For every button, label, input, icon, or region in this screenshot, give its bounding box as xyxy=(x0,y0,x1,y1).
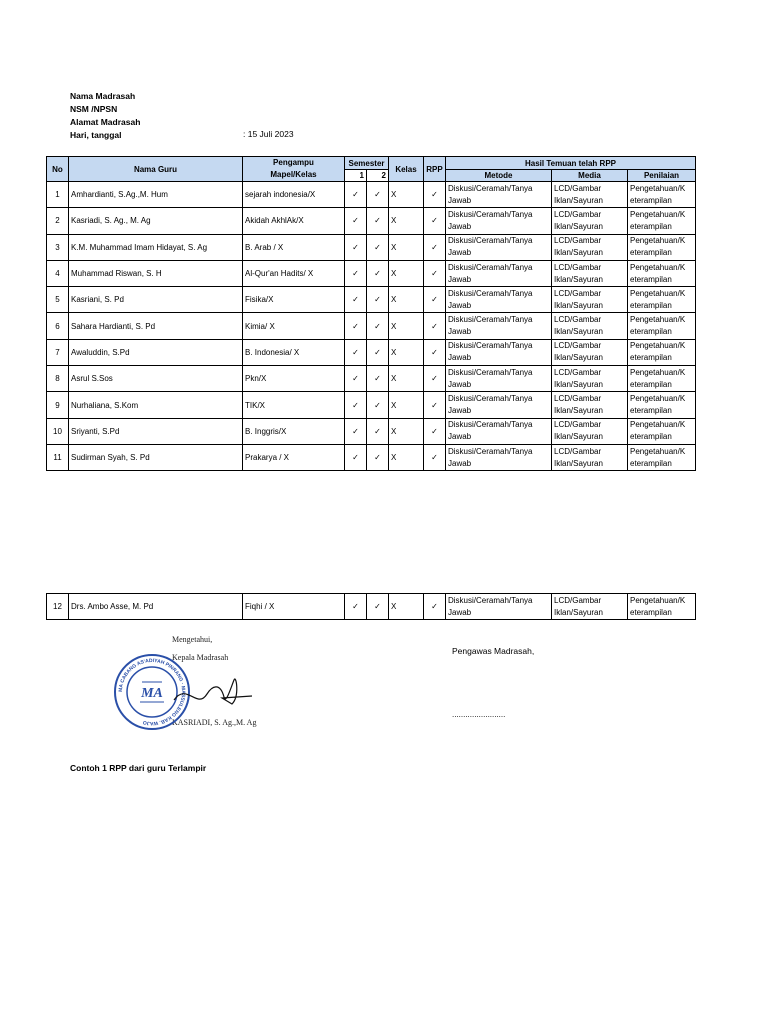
teacher-name: Drs. Ambo Asse, M. Pd xyxy=(69,594,243,620)
penilaian-cell-line1: Pengetahuan/K xyxy=(630,262,686,272)
media-cell xyxy=(552,444,628,470)
row-number: 2 xyxy=(47,208,69,234)
media-cell xyxy=(552,234,628,260)
row-number: 6 xyxy=(47,313,69,339)
media-cell-line1: LCD/Gambar xyxy=(554,446,602,456)
subject-class: sejarah indonesia/X xyxy=(243,182,345,208)
media-cell-line2: Iklan/Sayuran xyxy=(554,248,603,258)
table-body xyxy=(47,182,696,471)
media-cell xyxy=(552,392,628,418)
metode-cell-line1: Diskusi/Ceramah/Tanya xyxy=(448,315,533,325)
metode-cell xyxy=(446,182,552,208)
media-cell-line1: LCD/Gambar xyxy=(554,420,602,430)
metode-cell xyxy=(446,313,552,339)
semester1-check: ✓ xyxy=(345,339,367,365)
row-number: 4 xyxy=(47,260,69,286)
metode-cell xyxy=(446,444,552,470)
subject-class: B. Arab / X xyxy=(243,234,345,260)
subject-class: B. Inggris/X xyxy=(243,418,345,444)
kepala-name: KASRIADI, S. Ag.,M. Ag xyxy=(172,718,257,727)
subject-class: Kimia/ X xyxy=(243,313,345,339)
media-cell-line1: LCD/Gambar xyxy=(554,315,602,325)
metode-cell-line1: Diskusi/Ceramah/Tanya xyxy=(448,288,533,298)
metode-cell-line2: Jawab xyxy=(448,432,472,442)
media-cell-line1: LCD/Gambar xyxy=(554,394,602,404)
nsm-label: NSM /NPSN xyxy=(70,104,118,114)
kelas-value: X xyxy=(389,208,424,234)
header-rpp: RPP xyxy=(424,157,446,182)
table-row xyxy=(47,208,696,234)
semester2-check: ✓ xyxy=(367,313,389,339)
header-hasil-temuan: Hasil Temuan telah RPP xyxy=(446,157,696,170)
kelas-value: X xyxy=(389,444,424,470)
media-cell-line1: LCD/Gambar xyxy=(554,236,602,246)
media-cell-line1: LCD/Gambar xyxy=(554,183,602,193)
teacher-name: Amhardianti, S.Ag.,M. Hum xyxy=(69,182,243,208)
metode-cell-line1: Diskusi/Ceramah/Tanya xyxy=(448,209,533,219)
media-cell xyxy=(552,208,628,234)
penilaian-cell-line2: eterampilan xyxy=(630,300,672,310)
penilaian-cell-line2: eterampilan xyxy=(630,353,672,363)
row-number: 11 xyxy=(47,444,69,470)
semester1-check: ✓ xyxy=(345,444,367,470)
subject-class: Akidah AkhlAk/X xyxy=(243,208,345,234)
semester2-check: ✓ xyxy=(367,260,389,286)
metode-cell-line2: Jawab xyxy=(448,248,472,258)
penilaian-cell xyxy=(628,182,696,208)
row-number: 1 xyxy=(47,182,69,208)
metode-cell-line2: Jawab xyxy=(448,221,472,231)
metode-cell xyxy=(446,234,552,260)
row-number: 9 xyxy=(47,392,69,418)
penilaian-cell-line2: eterampilan xyxy=(630,607,672,617)
subject-class: B. Indonesia/ X xyxy=(243,339,345,365)
table-row xyxy=(47,339,696,365)
semester2-check: ✓ xyxy=(367,234,389,260)
teacher-name: Kasriani, S. Pd xyxy=(69,287,243,313)
subject-class: Fiqhi / X xyxy=(243,594,345,620)
media-cell-line1: LCD/Gambar xyxy=(554,288,602,298)
header-nama-guru: Nama Guru xyxy=(69,157,243,182)
teacher-name: Muhammad Riswan, S. H xyxy=(69,260,243,286)
metode-cell-line1: Diskusi/Ceramah/Tanya xyxy=(448,420,533,430)
penilaian-cell-line1: Pengetahuan/K xyxy=(630,288,686,298)
media-cell xyxy=(552,313,628,339)
teacher-name: Sudirman Syah, S. Pd xyxy=(69,444,243,470)
rpp-check: ✓ xyxy=(424,234,446,260)
teacher-name: K.M. Muhammad Imam Hidayat, S. Ag xyxy=(69,234,243,260)
penilaian-cell xyxy=(628,234,696,260)
subject-class: TIK/X xyxy=(243,392,345,418)
penilaian-cell xyxy=(628,366,696,392)
semester1-check: ✓ xyxy=(345,260,367,286)
kelas-value: X xyxy=(389,313,424,339)
penilaian-cell xyxy=(628,260,696,286)
hari-tanggal-label: Hari, tanggal xyxy=(70,130,122,140)
media-cell xyxy=(552,260,628,286)
penilaian-cell-line2: eterampilan xyxy=(630,432,672,442)
rpp-check: ✓ xyxy=(424,444,446,470)
media-cell xyxy=(552,287,628,313)
table-row xyxy=(47,594,696,620)
nama-madrasah-label: Nama Madrasah xyxy=(70,91,136,101)
media-cell-line2: Iklan/Sayuran xyxy=(554,406,603,416)
penilaian-cell-line1: Pengetahuan/K xyxy=(630,595,686,605)
media-cell xyxy=(552,418,628,444)
kelas-value: X xyxy=(389,418,424,444)
penilaian-cell-line2: eterampilan xyxy=(630,274,672,284)
semester1-check: ✓ xyxy=(345,287,367,313)
metode-cell-line1: Diskusi/Ceramah/Tanya xyxy=(448,595,533,605)
rpp-check: ✓ xyxy=(424,366,446,392)
penilaian-cell xyxy=(628,208,696,234)
media-cell xyxy=(552,339,628,365)
table-row xyxy=(47,287,696,313)
semester2-check: ✓ xyxy=(367,594,389,620)
penilaian-cell-line2: eterampilan xyxy=(630,195,672,205)
teacher-name: Awaluddin, S.Pd xyxy=(69,339,243,365)
media-cell xyxy=(552,594,628,620)
penilaian-cell-line1: Pengetahuan/K xyxy=(630,183,686,193)
penilaian-cell-line1: Pengetahuan/K xyxy=(630,315,686,325)
metode-cell-line1: Diskusi/Ceramah/Tanya xyxy=(448,394,533,404)
stamp-ring-text: MA CABANG AS'ADIYAH PINRANG · MASSULENG KAB. WAJO xyxy=(117,657,187,727)
teacher-name: Sriyanti, S.Pd xyxy=(69,418,243,444)
semester1-check: ✓ xyxy=(345,392,367,418)
media-cell-line2: Iklan/Sayuran xyxy=(554,274,603,284)
metode-cell-line1: Diskusi/Ceramah/Tanya xyxy=(448,262,533,272)
metode-cell-line2: Jawab xyxy=(448,379,472,389)
metode-cell-line1: Diskusi/Ceramah/Tanya xyxy=(448,341,533,351)
header-media: Media xyxy=(552,170,628,182)
supervision-table-continued xyxy=(46,593,696,620)
alamat-label: Alamat Madrasah xyxy=(70,117,141,127)
penilaian-cell xyxy=(628,313,696,339)
subject-class: Prakarya / X xyxy=(243,444,345,470)
semester1-check: ✓ xyxy=(345,313,367,339)
header-kelas: Kelas xyxy=(389,157,424,182)
table-row xyxy=(47,234,696,260)
semester1-check: ✓ xyxy=(345,208,367,234)
rpp-check: ✓ xyxy=(424,208,446,234)
penilaian-cell-line1: Pengetahuan/K xyxy=(630,394,686,404)
header-block xyxy=(70,90,140,142)
row-number: 3 xyxy=(47,234,69,260)
pengawas-label: Pengawas Madrasah, xyxy=(452,646,535,656)
table-row xyxy=(47,392,696,418)
metode-cell-line2: Jawab xyxy=(448,300,472,310)
media-cell-line2: Iklan/Sayuran xyxy=(554,379,603,389)
penilaian-cell-line1: Pengetahuan/K xyxy=(630,446,686,456)
media-cell-line2: Iklan/Sayuran xyxy=(554,607,603,617)
kelas-value: X xyxy=(389,594,424,620)
header-no: No xyxy=(47,157,69,182)
teacher-name: Asrul S.Sos xyxy=(69,366,243,392)
rpp-check: ✓ xyxy=(424,287,446,313)
semester2-check: ✓ xyxy=(367,444,389,470)
penilaian-cell-line2: eterampilan xyxy=(630,458,672,468)
semester2-check: ✓ xyxy=(367,208,389,234)
penilaian-cell-line2: eterampilan xyxy=(630,248,672,258)
kelas-value: X xyxy=(389,392,424,418)
metode-cell-line1: Diskusi/Ceramah/Tanya xyxy=(448,446,533,456)
penilaian-cell-line2: eterampilan xyxy=(630,327,672,337)
row-number: 12 xyxy=(47,594,69,620)
supervision-table xyxy=(46,156,696,471)
semester2-check: ✓ xyxy=(367,287,389,313)
media-cell-line1: LCD/Gambar xyxy=(554,209,602,219)
media-cell xyxy=(552,182,628,208)
penilaian-cell-line2: eterampilan xyxy=(630,221,672,231)
header-penilaian: Penilaian xyxy=(628,170,696,182)
subject-class: Al-Qur'an Hadits/ X xyxy=(243,260,345,286)
media-cell-line1: LCD/Gambar xyxy=(554,262,602,272)
row-number: 8 xyxy=(47,366,69,392)
subject-class: Pkn/X xyxy=(243,366,345,392)
metode-cell xyxy=(446,260,552,286)
media-cell-line2: Iklan/Sayuran xyxy=(554,458,603,468)
kelas-value: X xyxy=(389,260,424,286)
kelas-value: X xyxy=(389,287,424,313)
rpp-check: ✓ xyxy=(424,260,446,286)
metode-cell-line1: Diskusi/Ceramah/Tanya xyxy=(448,236,533,246)
semester1-check: ✓ xyxy=(345,182,367,208)
rpp-check: ✓ xyxy=(424,182,446,208)
kelas-value: X xyxy=(389,182,424,208)
penilaian-cell-line1: Pengetahuan/K xyxy=(630,236,686,246)
penilaian-cell xyxy=(628,339,696,365)
table-row xyxy=(47,418,696,444)
penilaian-cell-line1: Pengetahuan/K xyxy=(630,367,686,377)
media-cell-line2: Iklan/Sayuran xyxy=(554,327,603,337)
media-cell-line2: Iklan/Sayuran xyxy=(554,221,603,231)
semester1-check: ✓ xyxy=(345,366,367,392)
penilaian-cell xyxy=(628,594,696,620)
metode-cell-line2: Jawab xyxy=(448,274,472,284)
media-cell-line1: LCD/Gambar xyxy=(554,341,602,351)
table-row xyxy=(47,444,696,470)
kelas-value: X xyxy=(389,339,424,365)
pengawas-signature-line: ........................ xyxy=(452,710,506,719)
semester1-check: ✓ xyxy=(345,234,367,260)
media-cell-line2: Iklan/Sayuran xyxy=(554,432,603,442)
header-pengampu xyxy=(243,157,345,182)
rpp-check: ✓ xyxy=(424,313,446,339)
semester2-check: ✓ xyxy=(367,366,389,392)
mengetahui-label: Mengetahui, xyxy=(172,635,213,644)
teacher-name: Nurhaliana, S.Kom xyxy=(69,392,243,418)
rpp-check: ✓ xyxy=(424,418,446,444)
teacher-name: Kasriadi, S. Ag., M. Ag xyxy=(69,208,243,234)
header-pengampu-line2: Mapel/Kelas xyxy=(270,170,317,179)
media-cell-line2: Iklan/Sayuran xyxy=(554,300,603,310)
penilaian-cell-line1: Pengetahuan/K xyxy=(630,420,686,430)
metode-cell xyxy=(446,594,552,620)
penilaian-cell xyxy=(628,444,696,470)
metode-cell xyxy=(446,392,552,418)
table-row xyxy=(47,313,696,339)
table-row xyxy=(47,366,696,392)
metode-cell-line1: Diskusi/Ceramah/Tanya xyxy=(448,183,533,193)
metode-cell-line2: Jawab xyxy=(448,607,472,617)
madrasah-stamp-seal xyxy=(112,652,262,732)
table-row xyxy=(47,182,696,208)
penilaian-cell xyxy=(628,287,696,313)
semester2-check: ✓ xyxy=(367,182,389,208)
metode-cell xyxy=(446,339,552,365)
header-sem2: 2 xyxy=(367,170,389,182)
semester2-check: ✓ xyxy=(367,418,389,444)
header-sem1: 1 xyxy=(345,170,367,182)
metode-cell-line2: Jawab xyxy=(448,458,472,468)
media-cell xyxy=(552,366,628,392)
metode-cell-line2: Jawab xyxy=(448,406,472,416)
semester1-check: ✓ xyxy=(345,418,367,444)
metode-cell xyxy=(446,366,552,392)
metode-cell xyxy=(446,208,552,234)
subject-class: Fisika/X xyxy=(243,287,345,313)
penilaian-cell-line1: Pengetahuan/K xyxy=(630,209,686,219)
semester1-check: ✓ xyxy=(345,594,367,620)
table-body-continued xyxy=(47,594,696,620)
media-cell-line1: LCD/Gambar xyxy=(554,367,602,377)
metode-cell-line1: Diskusi/Ceramah/Tanya xyxy=(448,367,533,377)
penilaian-cell-line2: eterampilan xyxy=(630,379,672,389)
penilaian-cell xyxy=(628,392,696,418)
media-cell-line1: LCD/Gambar xyxy=(554,595,602,605)
semester2-check: ✓ xyxy=(367,339,389,365)
kepala-madrasah-label: Kepala Madrasah xyxy=(172,653,229,662)
metode-cell xyxy=(446,287,552,313)
metode-cell-line2: Jawab xyxy=(448,353,472,363)
semester2-check: ✓ xyxy=(367,392,389,418)
media-cell-line2: Iklan/Sayuran xyxy=(554,195,603,205)
kelas-value: X xyxy=(389,366,424,392)
contoh-rpp-note: Contoh 1 RPP dari guru Terlampir xyxy=(70,763,207,773)
stamp-center-text: MA xyxy=(141,686,163,701)
row-number: 5 xyxy=(47,287,69,313)
media-cell-line2: Iklan/Sayuran xyxy=(554,353,603,363)
header-semester: Semester xyxy=(345,157,389,170)
penilaian-cell-line2: eterampilan xyxy=(630,406,672,416)
rpp-check: ✓ xyxy=(424,594,446,620)
header-pengampu-line1: Pengampu xyxy=(273,158,314,167)
row-number: 10 xyxy=(47,418,69,444)
date-value: : 15 Juli 2023 xyxy=(243,129,294,139)
metode-cell-line2: Jawab xyxy=(448,327,472,337)
penilaian-cell xyxy=(628,418,696,444)
metode-cell xyxy=(446,418,552,444)
metode-cell-line2: Jawab xyxy=(448,195,472,205)
penilaian-cell-line1: Pengetahuan/K xyxy=(630,341,686,351)
rpp-check: ✓ xyxy=(424,339,446,365)
row-number: 7 xyxy=(47,339,69,365)
table-row xyxy=(47,260,696,286)
header-metode: Metode xyxy=(446,170,552,182)
rpp-check: ✓ xyxy=(424,392,446,418)
kelas-value: X xyxy=(389,234,424,260)
teacher-name: Sahara Hardianti, S. Pd xyxy=(69,313,243,339)
